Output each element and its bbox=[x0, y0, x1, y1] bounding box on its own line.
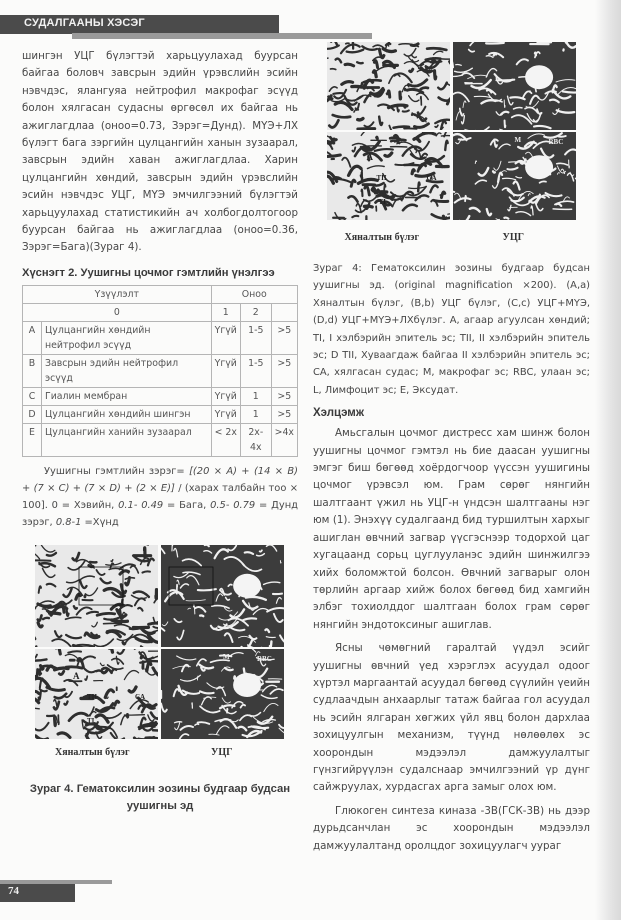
mark-rbc: RBC bbox=[548, 138, 564, 146]
discussion-paragraph: Глюкоген синтеза киназа -3В(ГСК-3В) нь дээр дурьдсанчлан эс хоорондын мэдээлэл дамжуулалтанд оролцдог зохицуулагч уураг bbox=[313, 804, 590, 852]
micrograph-ucg-low bbox=[453, 42, 576, 144]
mark-macrophage: M bbox=[514, 136, 522, 144]
row-score-0: Үгүй bbox=[211, 354, 240, 387]
formula-expression: [(20 × A) + (14 × B) + (7 × C) + (7 × D) + (2 × E)] bbox=[22, 465, 298, 494]
table-row bbox=[23, 321, 298, 354]
micrograph-ucg-low bbox=[161, 545, 284, 647]
row-id: B bbox=[23, 354, 42, 387]
row-score-2: >4x bbox=[271, 423, 297, 456]
row-criterion: Гиалин мембран bbox=[42, 387, 212, 405]
table-header-row bbox=[23, 285, 298, 303]
micrograph-control-low bbox=[35, 545, 158, 647]
formula-range-2-label: = Дунд зэрэг, bbox=[22, 499, 298, 528]
mark-alveolus: A bbox=[366, 152, 373, 162]
discussion-paragraph: Амьсгалын цочмог дистресс хам шинж болон уушигны цочмог гэмтэл нь бие даасан уушигны эмгэг биш бөгөөд хоёрдогчоор үүссэн уушигины цочмог үрэвсэл юм. Грам сөрөг нянгийн шалтгаант үжил нь УЦГ-н үндсэн шалтгааны нэг юм (1). Энэхүү судалгаанд бид туршилтын хархыг ашиглан өвчний загвар үүсгэснээр тодорхой цаг хугацаанд сорьц цуглууланэс эдийн шинжилгээ хийх боломжтой болсон. Өвчний загварыг олон төрлийн аргаар хийж болох бөгөөд бид хамгийн элбэг тохиолддог шалтгаан болох грам сөрөг нянгийн эндотоксиныг ашиглав. bbox=[313, 427, 590, 631]
section-header-title: СУДАЛГААНЫ ХЭСЭГ bbox=[24, 17, 145, 29]
figure-4-caption-left: Зураг 4. Гематоксилин эозины будгаар будсан уушигны эд bbox=[29, 782, 291, 812]
figure-4-caption-right: Зураг 4: Гематоксилин эозины будгаар будсан уушигны эд. (original magnification ×200). (A,a) Хяналтын бүлэг, (B,b) УЦГ бүлэг, (C,c) УЦГ+МҮЭ, (D,d) УЦГ+МҮЭ+ЛХбүлэг. A, агаар агуулсан хөндий; TI, I хэлбэрийн эпитель эс; TII, II хэлбэрийн эпитель эс; D TII, Хуваагдаж байгаа II хэлбэрийн эпитель эс; CA, хялгасан судас; M, макрофаг эс; RBC, улаан эс; L, Лимфоцит эс; E, Эксудат. bbox=[313, 263, 590, 396]
micrograph-ucg-high bbox=[453, 132, 576, 234]
formula-mid: / (харах талбайн тоо × 100]. 0 = Хэвийн, bbox=[22, 482, 298, 511]
row-score-1: 1-5 bbox=[240, 354, 271, 387]
figure-label-ucg: УЦГ bbox=[211, 746, 233, 758]
figure-label-control: Хяналтын бүлэг bbox=[344, 232, 420, 243]
mark-type1-epithelium: TI bbox=[87, 716, 95, 725]
row-criterion: Цулцангийн хөндийн нейтрофил эсүүд bbox=[42, 321, 212, 354]
score-level-0: 0 bbox=[23, 303, 212, 321]
header-criteria: Үзүүлэлт bbox=[23, 285, 212, 303]
micrograph-image bbox=[327, 42, 450, 130]
micrograph-control-high bbox=[327, 132, 450, 234]
figure-4-right bbox=[327, 42, 577, 252]
discussion-heading: Хэлцэмж bbox=[313, 407, 364, 420]
page-number: 74 bbox=[8, 885, 19, 897]
figure-label-ucg: УЦГ bbox=[502, 232, 524, 243]
mark-type1-epithelium: TI bbox=[378, 198, 386, 206]
table-score-levels-row bbox=[23, 303, 298, 321]
row-score-1: 1 bbox=[240, 387, 271, 405]
formula-range-3: 0.8-1 bbox=[55, 516, 82, 528]
formula-range-1-label: = Бага, bbox=[163, 499, 211, 511]
row-score-1: 2x-4x bbox=[240, 423, 271, 456]
micrograph-control-high bbox=[35, 649, 158, 751]
score-level-empty bbox=[271, 303, 297, 321]
row-score-0: Үгүй bbox=[211, 405, 240, 423]
figure-label-control: Хяналтын бүлэг bbox=[55, 746, 130, 758]
formula-range-2: 0.5- 0.79 bbox=[210, 499, 256, 511]
table-caption: Хүснэгт 2. Уушигны цочмог гэмтлийн үнэлгээ bbox=[22, 266, 275, 279]
row-score-1: 1-5 bbox=[240, 321, 271, 354]
table-row bbox=[23, 387, 298, 405]
row-score-2: >5 bbox=[271, 405, 297, 423]
results-paragraph: шингэн УЦГ бүлэгтэй харьцуулахад буурсан байгаа боловч завсрын эдийн үрэвслийн эсийн нэвчдэс, ялангуяа нейтрофил макрофаг эсүүд болон хялгасан судасны өргөсөл их байгаа нь ажиглагдлаа (оноо=0.73, Зэрэг=Дунд). МҮЭ+ЛХ бүлэгт бага зэргийн цулцангийн ханын зузаарал, завсрын эдийн хаван ажиглагдлаа. Харин цулцангийн хөндий, завсрын эдийн үрэвслийн эсийн нэвчдэс УЦГ, МҮЭ эмчилгээний бүлэгтэй харьцуулахад статистикийн ач холбогдолтогоор буурсан байгаа нь ажиглагдлаа (оноо=0.36, Зэрэг=Бага)(Зураг 4). bbox=[22, 50, 298, 254]
row-criterion: Цулцангийн ханийн зузаарал bbox=[42, 423, 212, 456]
lung-injury-score-table bbox=[22, 285, 298, 457]
table-row bbox=[23, 405, 298, 423]
header-score: Оноо bbox=[211, 285, 297, 303]
score-level-2: 2 bbox=[240, 303, 271, 321]
row-score-2: >5 bbox=[271, 321, 297, 354]
mark-type2-epithelium: TII bbox=[87, 692, 98, 701]
mark-type2-epithelium: TII bbox=[376, 174, 387, 182]
table-row bbox=[23, 354, 298, 387]
row-id: A bbox=[23, 321, 42, 354]
formula-prefix: Уушигны гэмтлийн зэрэг= bbox=[44, 465, 190, 477]
mark-alveolus: A bbox=[73, 670, 80, 681]
mark-rbc: RBC bbox=[257, 654, 272, 663]
row-id: E bbox=[23, 423, 42, 456]
figure-4-left bbox=[35, 545, 285, 758]
formula-range-1: 0.1- 0.49 bbox=[118, 499, 164, 511]
row-score-0: Үгүй bbox=[211, 321, 240, 354]
micrograph-image bbox=[35, 545, 158, 647]
micrograph-image bbox=[453, 42, 576, 130]
discussion-paragraph: Ясны чөмөгний гаралтай үүдэл эсийг уушигны өвчний үед хэрэглэх асуудал одоог хүртэл маргаантай асуудал бөгөөд сүүлийн үеийн судлаачдын анхаарлыг татаж байгаа гол асуудал нь эсийн ялгаран хөгжих үйл явц болон дархлаа зохицуулгын механизм, түүнд нөлөөлөх эс хоорондын мэдээлэл дамжуулалтыг гүнзгийрүүлэн судалснаар эмчилгээний үр дүнг сайжруулах, хурдасгах арга замыг олох юм. bbox=[313, 642, 590, 794]
score-level-1: 1 bbox=[211, 303, 240, 321]
row-score-2: >5 bbox=[271, 387, 297, 405]
row-score-0: < 2x bbox=[211, 423, 240, 456]
row-criterion: Завсрын эдийн нейтрофил эсүүд bbox=[42, 354, 212, 387]
formula-range-3-label: =Хүнд bbox=[81, 516, 119, 528]
mark-capillary: CA bbox=[426, 174, 437, 182]
mark-capillary: CA bbox=[135, 692, 146, 701]
row-score-2: >5 bbox=[271, 354, 297, 387]
micrograph-ucg-high bbox=[161, 649, 284, 751]
right-column bbox=[313, 20, 590, 855]
mark-macrophage: M bbox=[223, 652, 230, 661]
table-row bbox=[23, 423, 298, 456]
row-criterion: Цулцангийн хөндийн шингэн bbox=[42, 405, 212, 423]
injury-score-formula bbox=[22, 463, 298, 531]
row-id: C bbox=[23, 387, 42, 405]
left-column bbox=[22, 48, 298, 815]
micrograph-control-low bbox=[327, 42, 450, 144]
micrograph-image bbox=[161, 545, 284, 647]
row-score-1: 1 bbox=[240, 405, 271, 423]
row-score-0: Үгүй bbox=[211, 387, 240, 405]
row-id: D bbox=[23, 405, 42, 423]
page-binding-shadow bbox=[595, 0, 621, 920]
